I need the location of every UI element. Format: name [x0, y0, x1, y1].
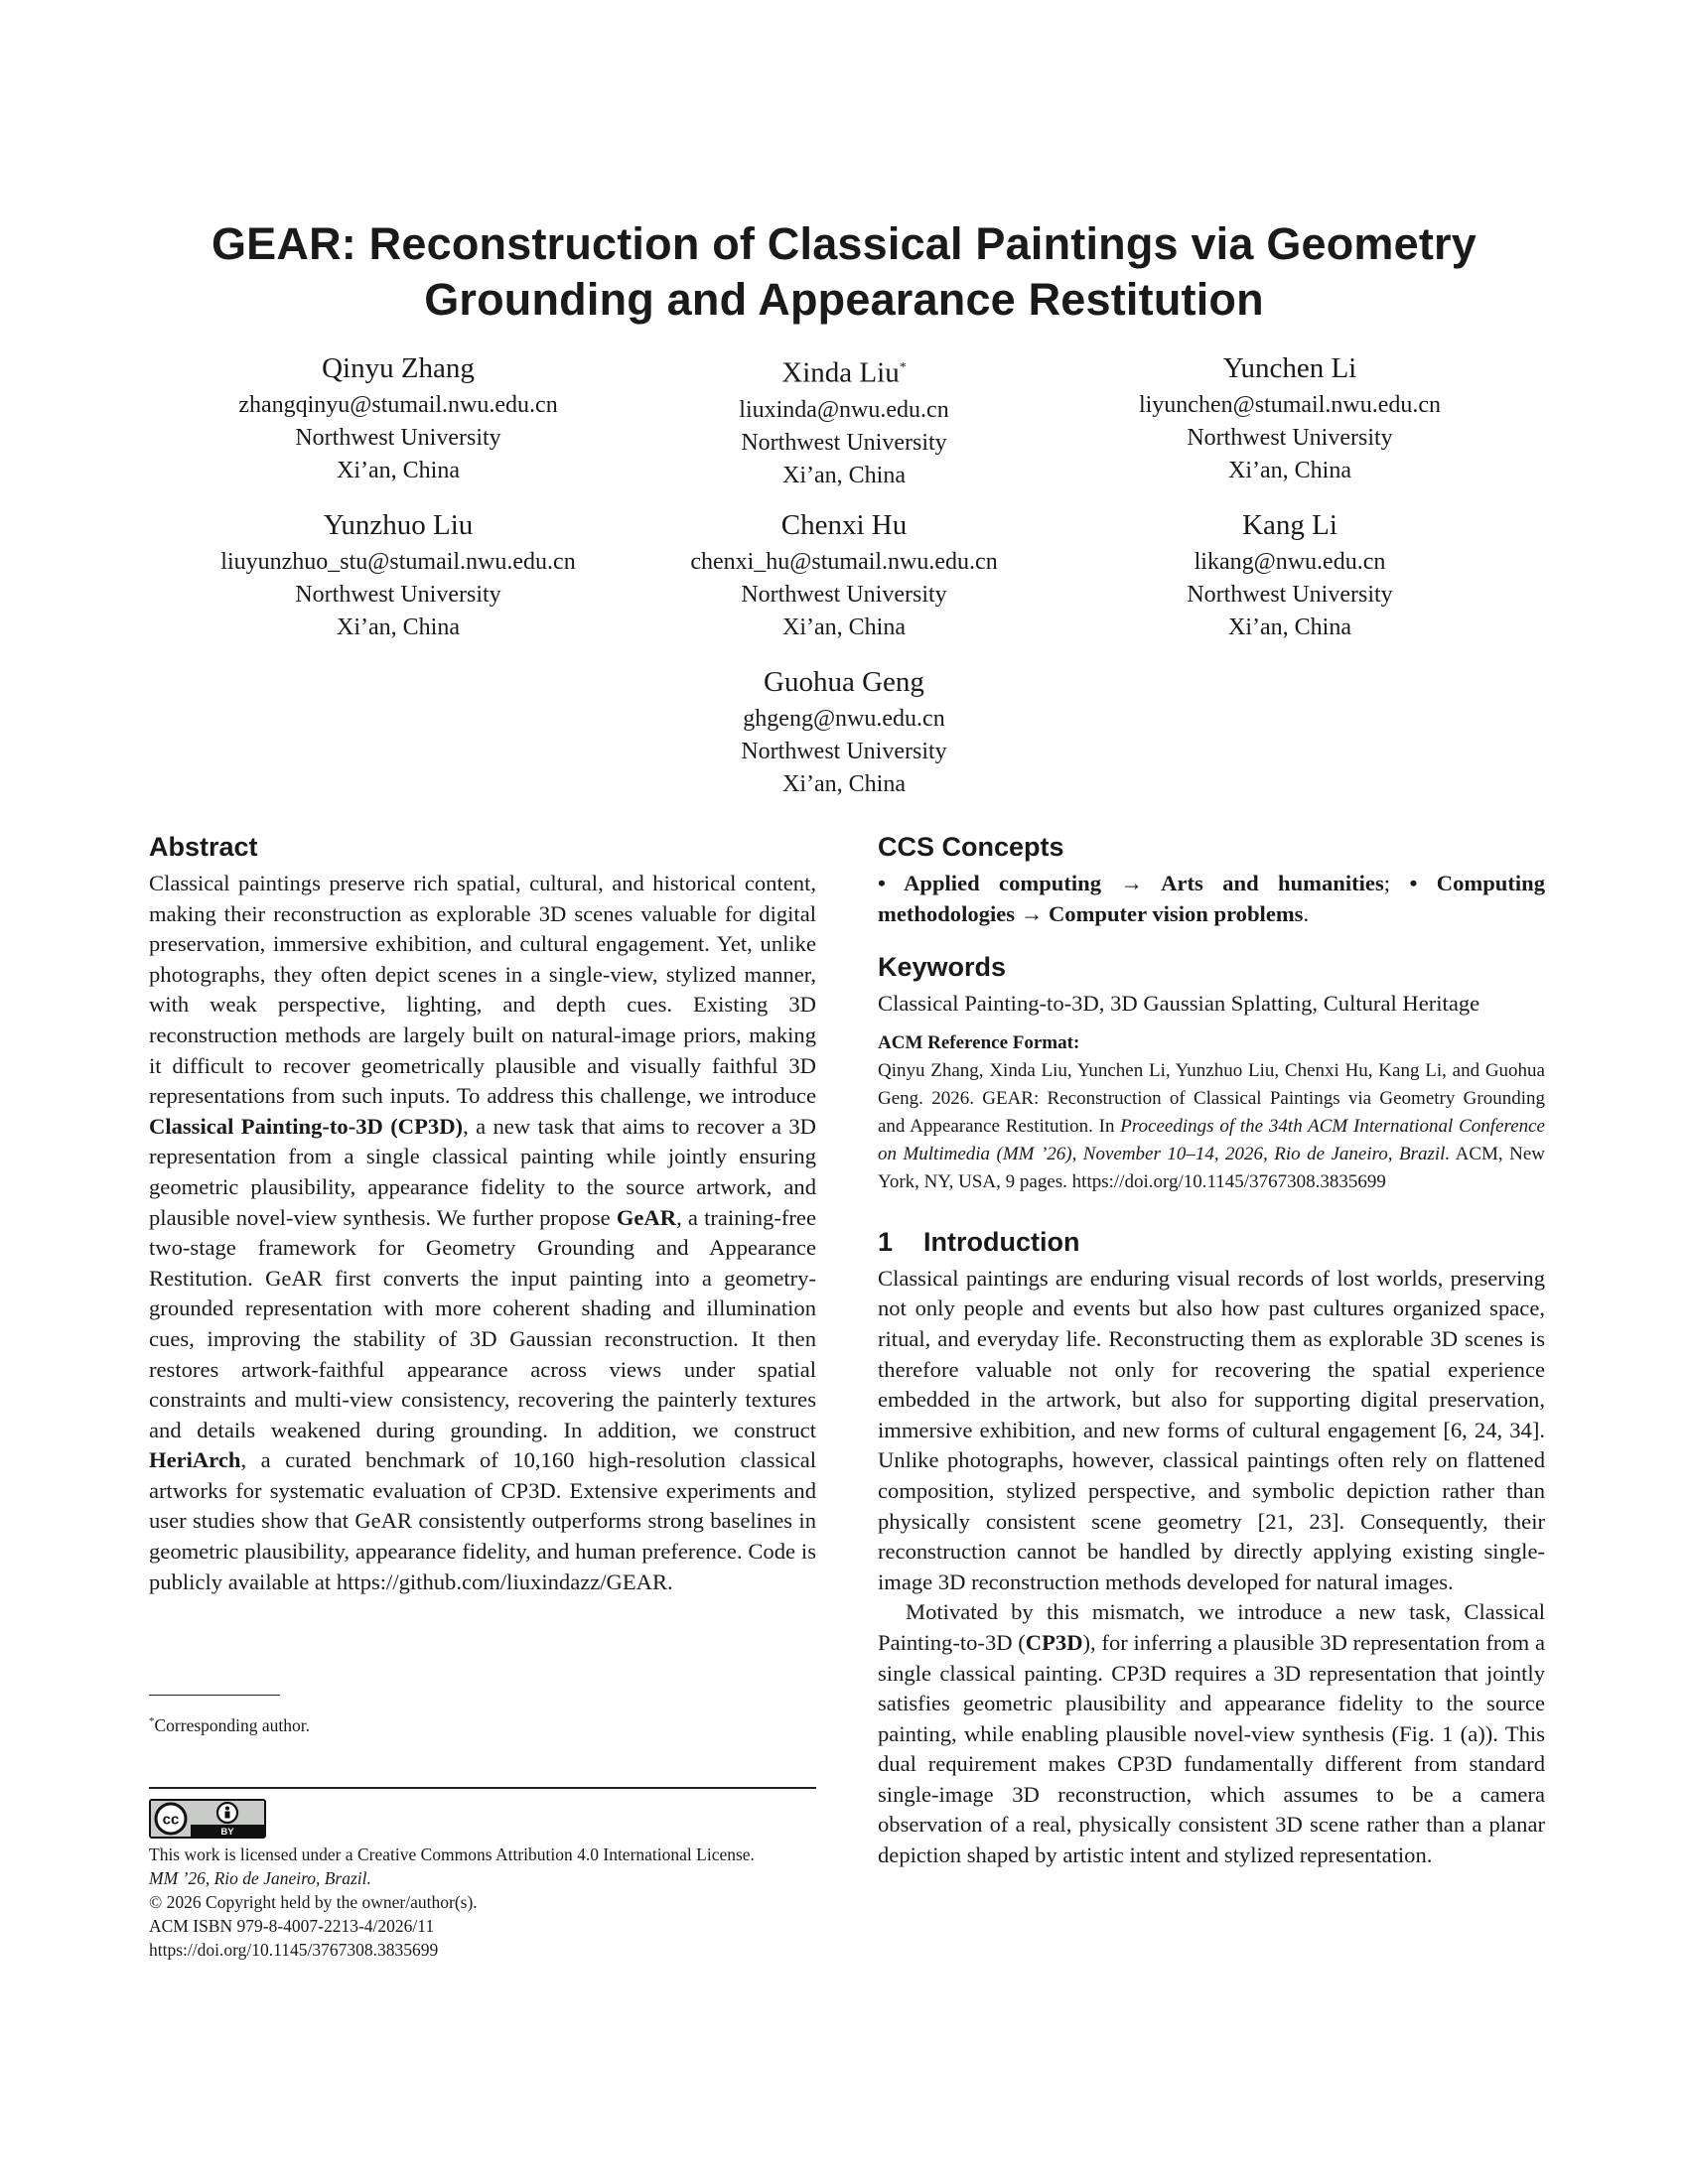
author-location: Xi’an, China — [1228, 458, 1351, 483]
author-email[interactable]: chenxi_hu@stumail.nwu.edu.cn — [690, 549, 998, 575]
svg-text:cc: cc — [162, 1811, 180, 1829]
section-number: 1 — [878, 1226, 894, 1257]
author-affiliation: Northwest University — [741, 582, 947, 608]
license-copyright: © 2026 Copyright held by the owner/author(s). — [149, 1892, 478, 1912]
author-name: Yunchen Li — [1222, 352, 1357, 384]
right-column — [878, 827, 1545, 1871]
author-block — [611, 661, 1077, 801]
keywords-body: Classical Painting-to-3D, 3D Gaussian Splatting, Cultural Heritage — [878, 991, 1480, 1017]
author-name: Kang Li — [1242, 509, 1337, 541]
author-block — [165, 504, 632, 644]
author-email[interactable]: liuyunzhuo_stu@stumail.nwu.edu.cn — [220, 549, 576, 575]
footnote-text: Corresponding author. — [154, 1714, 311, 1735]
author-location: Xi’an, China — [337, 614, 460, 640]
author-block — [1056, 504, 1523, 644]
abstract-body: Classical paintings preserve rich spatial, cultural, and historical content, making their reconstruction as explorable 3D scenes valuable for digital preservation, immersive exhibition, and cultural engagement. Yet, unlike photographs, they often depict scenes in a single-view, stylized manner, with weak perspective, lighting, and depth cues. Existing 3D reconstruction methods are largely built on natural-image priors, making it difficult to recover geometrically plausible and visually faithful 3D representations from such inputs. To address this challenge, we introduce Classical Painting-to-3D (CP3D), a new task that aims to recover a 3D representation from a single classical painting while jointly ensuring geometric plausibility, appearance fidelity to the source artwork, and plausible novel-view synthesis. We further propose GeAR, a training-free two-stage framework for Geometry Grounding and Appearance Restitution. GeAR first converts the input painting into a geometry-grounded representation with more coherent shading and illumination cues, improving the stability of 3D Gaussian reconstruction. It then restores artwork-faithful appearance across views under spatial constraints and multi-view consistency, recovering the painterly textures and details weakened during grounding. In addition, we construct HeriArch, a curated benchmark of 10,160 high-resolution classical artworks for systematic evaluation of CP3D. Extensive experiments and user studies show that GeAR consistently outperforms strong baselines in geometric plausibility, appearance fidelity, and human preference. Code is publicly available at https://github.com/liuxindazz/GEAR. — [149, 871, 816, 1594]
author-block — [165, 347, 632, 487]
title-line-1: GEAR: Reconstruction of Classical Paintings via Geometry — [211, 218, 1477, 269]
reference-format-heading: ACM Reference Format: — [878, 1031, 1080, 1053]
license-isbn: ACM ISBN 979-8-4007-2213-4/2026/11 — [149, 1916, 435, 1936]
footnote-mark: * — [149, 1715, 155, 1727]
cc-by-badge-icon[interactable] — [149, 1799, 266, 1839]
author-location: Xi’an, China — [782, 771, 906, 797]
footnote-rule — [149, 1695, 280, 1696]
abstract-heading: Abstract — [149, 832, 258, 862]
ccs-body: • Applied computing → Arts and humanities; • Computing methodologies → Computer vision problems. — [878, 871, 1545, 926]
author-email[interactable]: liyunchen@stumail.nwu.edu.cn — [1138, 392, 1442, 418]
introduction-paragraph-2: Motivated by this mismatch, we introduce a new task, Classical Painting-to-3D (CP3D), for inferring a plausible 3D representation from a single classical painting. CP3D requires a 3D representation that jointly satisfies geometric plausibility and appearance fidelity to the source painting, while enabling plausible novel-view synthesis (Fig. 1 (a)). This dual requirement makes CP3D fundamentally different from standard single-image 3D reconstruction, which assumes to be a camera observation of a real, physically consistent 3D scene rather than a planar depiction shaped by artistic intent and stylized representation. — [878, 1599, 1545, 1868]
author-affiliation: Northwest University — [1187, 425, 1393, 451]
title-line-2: Grounding and Appearance Restitution — [424, 274, 1264, 325]
author-location: Xi’an, China — [782, 614, 906, 640]
author-name: Qinyu Zhang — [322, 352, 475, 384]
author-affiliation: Northwest University — [741, 429, 947, 456]
introduction-heading: 1 Introduction — [878, 1222, 1545, 1262]
introduction-paragraph-1: Classical paintings are enduring visual records of lost worlds, preserving not only people and events but also how past cultures organized space, ritual, and everyday life. Reconstructing them as explorable 3D scenes is therefore valuable not only for recovering the spatial experience embedded in the artwork, but also for supporting digital preservation, immersive exhibition, and new forms of cultural engagement [6, 24, 34]. Unlike photographs, however, classical paintings often rely on flattened composition, stylized perspective, and symbolic depiction rather than physically consistent scene geometry [21, 23]. Consequently, their reconstruction cannot be handled by directly applying existing single-image 3D reconstruction methods developed for natural images. — [878, 1265, 1545, 1594]
author-affiliation: Northwest University — [1187, 582, 1393, 608]
author-email[interactable]: zhangqinyu@stumail.nwu.edu.cn — [238, 392, 558, 418]
author-location: Xi’an, China — [1228, 614, 1351, 640]
author-affiliation: Northwest University — [741, 739, 947, 764]
author-affiliation: Northwest University — [295, 582, 501, 608]
paper-title — [149, 216, 1539, 328]
author-location: Xi’an, China — [337, 458, 460, 483]
author-name: Xinda Liu* — [781, 356, 907, 389]
author-block — [611, 504, 1077, 644]
left-column — [149, 827, 816, 1597]
author-block — [611, 347, 1077, 492]
author-location: Xi’an, China — [782, 462, 906, 488]
license-text — [149, 1843, 844, 1962]
corresponding-mark: * — [899, 360, 907, 375]
author-name: Chenxi Hu — [780, 509, 908, 541]
ccs-heading: CCS Concepts — [878, 832, 1064, 862]
cc-by-label: BY — [220, 1827, 234, 1837]
footnote — [149, 1709, 310, 1737]
author-email[interactable]: ghgeng@nwu.edu.cn — [743, 706, 945, 732]
author-affiliation: Northwest University — [295, 425, 501, 451]
license-doi[interactable]: https://doi.org/10.1145/3767308.3835699 — [149, 1940, 439, 1960]
author-name: Guohua Geng — [764, 666, 924, 698]
license-rule — [149, 1787, 816, 1789]
author-email[interactable]: liuxinda@nwu.edu.cn — [739, 396, 949, 423]
author-email[interactable]: likang@nwu.edu.cn — [1194, 549, 1386, 575]
author-name: Yunzhuo Liu — [323, 509, 474, 541]
reference-format-body: Qinyu Zhang, Xinda Liu, Yunchen Li, Yunzhuo Liu, Chenxi Hu, Kang Li, and Guohua Geng. 2026. GEAR: Reconstruction of Classical Paintings via Geometry Grounding and Appearance Restitution. In Proceedings of the 34th ACM International Conference on Multimedia (MM ’26), November 10–14, 2026, Rio de Janeiro, Brazil. ACM, New York, NY, USA, 9 pages. https://doi.org/10.1145/3767308.3835699 — [878, 1059, 1545, 1192]
keywords-heading: Keywords — [878, 952, 1007, 983]
license-venue: MM ’26, Rio de Janeiro, Brazil. — [149, 1868, 371, 1888]
author-block — [1056, 347, 1523, 487]
license-line: This work is licensed under a Creative Commons Attribution 4.0 International License. — [149, 1844, 755, 1864]
